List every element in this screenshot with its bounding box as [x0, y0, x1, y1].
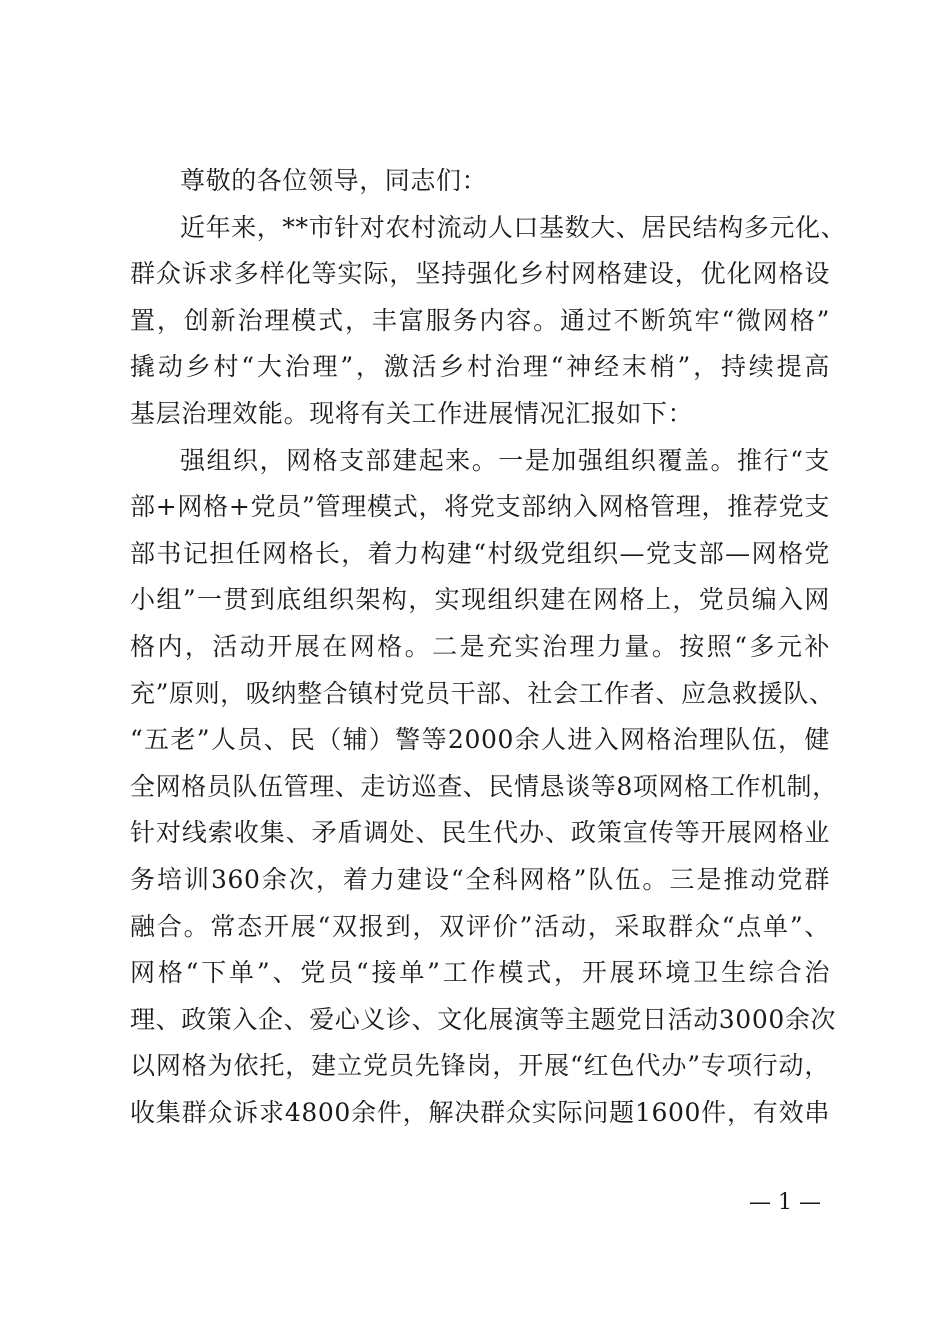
paragraph-line: 部书记担任网格长，着力构建“村级党组织—党支部—网格党 [130, 538, 830, 568]
paragraph-line: 针对线索收集、矛盾调处、民生代办、政策宣传等开展网格业 [130, 818, 830, 848]
paragraph-line: 置，创新治理模式，丰富服务内容。通过不断筑牢“微网格” [130, 305, 830, 335]
paragraph-line: 理、政策入企、爱心义诊、文化展演等主题党日活动3000余次 [130, 1004, 837, 1034]
paragraph-line: 近年来，**市针对农村流动人口基数大、居民结构多元化、 [180, 212, 847, 242]
paragraph-organization [130, 438, 838, 1137]
paragraph-line: 小组”一贯到底组织架构，实现组织建在网格上，党员编入网 [130, 585, 830, 615]
paragraph-line: 基层治理效能。现将有关工作进展情况汇报如下： [130, 398, 694, 428]
paragraph-line: 格内，活动开展在网格。二是充实治理力量。按照“多元补 [130, 631, 830, 661]
paragraph-line: 充”原则，吸纳整合镇村党员干部、社会工作者、应急救援队、 [130, 678, 835, 708]
page-number: — 1 — [749, 1190, 821, 1215]
paragraph-line: 务培训360余次，着力建设“全科网格”队伍。三是推动党群 [130, 864, 830, 894]
paragraph-line: 部+网格+党员”管理模式，将党支部纳入网格管理，推荐党支 [130, 492, 830, 522]
paragraph-line: 以网格为依托，建立党员先锋岗，开展“红色代办”专项行动， [130, 1051, 830, 1081]
paragraph-line: 收集群众诉求4800余件，解决群众实际问题1600件，有效串 [130, 1097, 830, 1127]
greeting: 尊敬的各位领导，同志们： [180, 166, 488, 195]
paragraph-line: 网格“下单”、党员“接单”工作模式，开展环境卫生综合治 [130, 958, 830, 988]
paragraph-line: 撬动乡村“大治理”，激活乡村治理“神经末梢”，持续提高 [130, 352, 830, 382]
paragraph-line: 群众诉求多样化等实际，坚持强化乡村网格建设，优化网格设 [130, 259, 830, 289]
paragraph-line: 全网格员队伍管理、走访巡查、民情恳谈等8项网格工作机制， [130, 771, 838, 801]
paragraph-line: 融合。常态开展“双报到，双评价”活动，采取群众“点单”、 [130, 911, 830, 941]
paragraph-line: 强组织，网格支部建起来。一是加强组织覆盖。推行“支 [180, 445, 830, 475]
paragraph-line: “五老”人员、民（辅）警等2000余人进入网格治理队伍，健 [130, 725, 830, 755]
document-body [130, 158, 847, 1136]
paragraph-intro [130, 205, 847, 438]
